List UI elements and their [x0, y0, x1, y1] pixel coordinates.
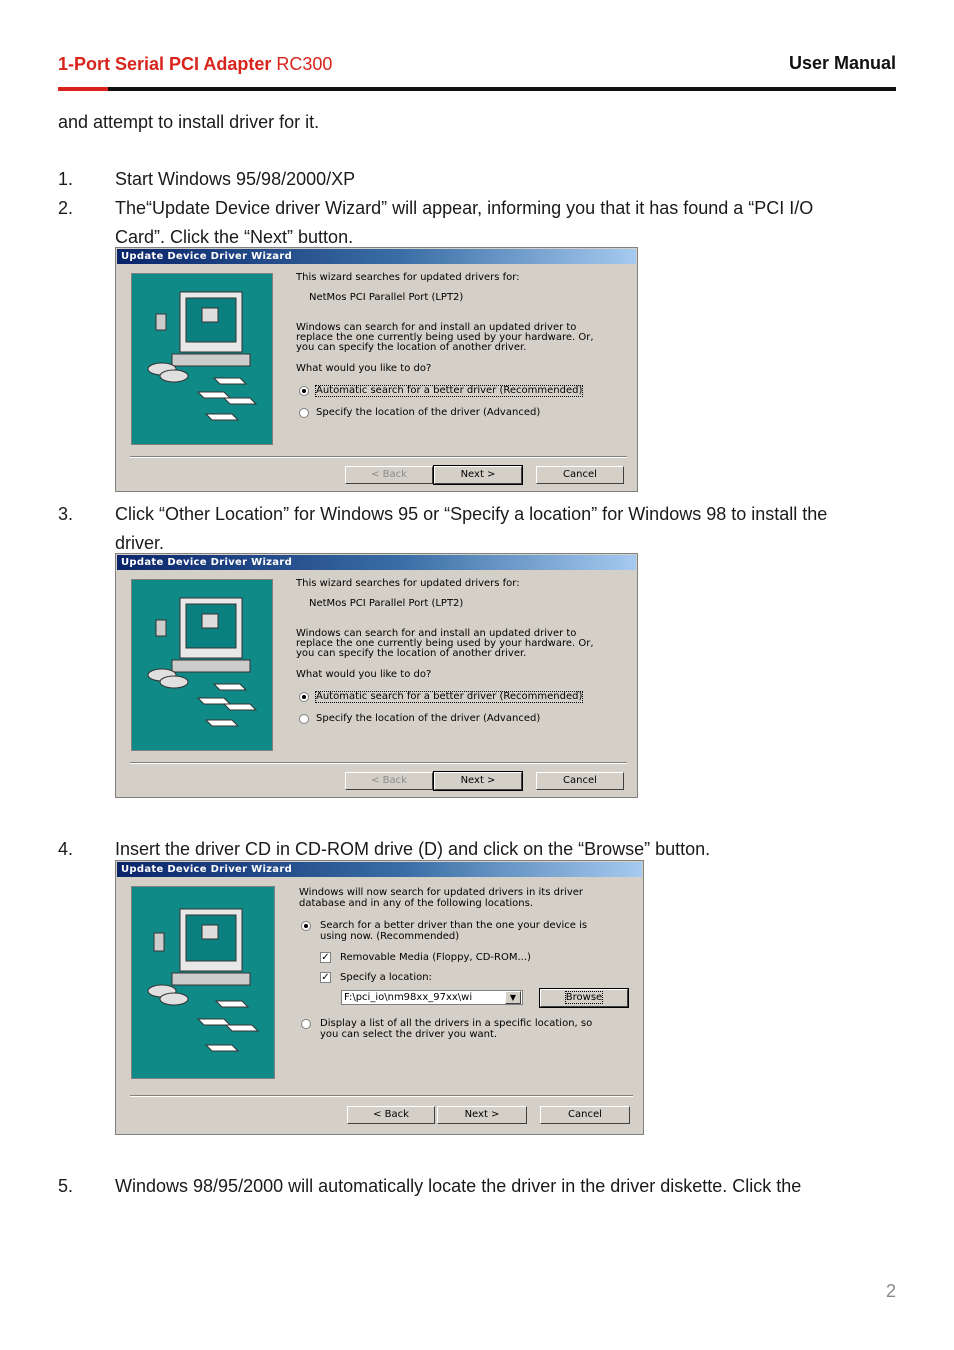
device-name: NetMos PCI Parallel Port (LPT2)	[309, 598, 464, 609]
option-automatic-label[interactable]: Automatic search for a better driver (Recommended)	[316, 385, 583, 396]
removable-media-checkbox[interactable]: ✓	[321, 952, 330, 963]
option-search-label[interactable]: Search for a better driver than the one your device is	[320, 920, 588, 931]
back-button[interactable]: < Back	[345, 466, 433, 484]
radio-automatic[interactable]	[299, 386, 309, 396]
cancel-button[interactable]: Cancel	[536, 772, 624, 790]
radio-specify[interactable]	[299, 714, 309, 724]
wizard-description: replace the one currently being used by your hardware. Or,	[296, 638, 594, 649]
product-name: 1-Port Serial PCI Adapter RC300	[58, 54, 333, 74]
step-text: Windows 98/95/2000 will automatically locate the driver in the driver diskette. Click the	[115, 1176, 802, 1196]
wizard-description: replace the one currently being used by your hardware. Or,	[296, 332, 594, 343]
wizard-illustration	[131, 579, 273, 751]
wizard-intro: This wizard searches for updated drivers for:	[296, 272, 520, 283]
page-number: 2	[885, 1281, 896, 1301]
wizard-description: you can specify the location of another driver.	[296, 648, 527, 659]
header-rule-accent	[58, 87, 108, 91]
option-specify-label[interactable]: Specify the location of the driver (Advanced)	[316, 407, 541, 418]
wizard-description: Windows can search for and install an updated driver to	[296, 322, 577, 333]
cancel-button[interactable]: Cancel	[536, 466, 624, 484]
step-number: 2.	[58, 198, 74, 218]
option-display-label: you can select the driver you want.	[320, 1029, 498, 1040]
dialog-separator	[130, 456, 627, 458]
next-button[interactable]: Next >	[434, 772, 522, 790]
device-name: NetMos PCI Parallel Port (LPT2)	[309, 292, 464, 303]
step-text: Start Windows 95/98/2000/XP	[115, 169, 356, 189]
next-button[interactable]: Next >	[437, 1106, 527, 1124]
step-number: 5.	[58, 1176, 74, 1196]
back-button[interactable]: < Back	[345, 772, 433, 790]
option-automatic-label[interactable]: Automatic search for a better driver (Recommended)	[316, 691, 583, 702]
step-text: Insert the driver CD in CD-ROM drive (D) and click on the “Browse” button.	[115, 839, 711, 859]
step-number: 4.	[58, 839, 74, 859]
location-input[interactable]: F:\pci_io\nm98xx_97xx\wi	[341, 990, 523, 1005]
radio-display-list[interactable]	[301, 1019, 311, 1029]
dialog-separator	[130, 1095, 633, 1097]
wizard-question: What would you like to do?	[296, 669, 432, 680]
next-button[interactable]: Next >	[434, 466, 522, 484]
browse-intro: database and in any of the following locations.	[299, 898, 533, 909]
dialog-titlebar: Update Device Driver Wizard	[117, 862, 642, 877]
computer-icon	[132, 274, 272, 444]
computer-icon	[132, 580, 272, 750]
specify-location-checkbox[interactable]: ✓	[321, 972, 330, 983]
step-text: driver.	[115, 533, 165, 553]
header-rule	[58, 87, 896, 91]
step-number: 1.	[58, 169, 74, 189]
step-text: Click “Other Location” for Windows 95 or “Specify a location” for Windows 98 to install the	[115, 504, 828, 524]
intro-text: and attempt to install driver for it.	[58, 112, 320, 132]
removable-media-label: Removable Media (Floppy, CD-ROM...)	[340, 952, 531, 963]
wizard-description: Windows can search for and install an updated driver to	[296, 628, 577, 639]
step-text: The“Update Device driver Wizard” will appear, informing you that it has found a “PCI I/O	[115, 198, 814, 218]
step-number: 3.	[58, 504, 74, 524]
wizard-dialog	[115, 247, 638, 492]
specify-location-label: Specify a location:	[340, 972, 432, 983]
dialog-titlebar: Update Device Driver Wizard	[117, 249, 636, 264]
wizard-description: you can specify the location of another driver.	[296, 342, 527, 353]
back-button[interactable]: < Back	[347, 1106, 435, 1124]
page-header	[58, 52, 896, 92]
browse-button[interactable]: Browse	[540, 989, 628, 1007]
radio-search[interactable]	[301, 921, 311, 931]
option-search-label: using now. (Recommended)	[320, 931, 460, 942]
radio-automatic[interactable]	[299, 692, 309, 702]
dialog-titlebar: Update Device Driver Wizard	[117, 555, 636, 570]
computer-icon	[132, 887, 274, 1078]
document-type: User Manual	[788, 53, 896, 73]
step-text: Card”. Click the “Next” button.	[115, 227, 354, 247]
option-display-label[interactable]: Display a list of all the drivers in a specific location, so	[320, 1018, 593, 1029]
wizard-illustration	[131, 273, 273, 445]
option-specify-label[interactable]: Specify the location of the driver (Advanced)	[316, 713, 541, 724]
radio-specify[interactable]	[299, 408, 309, 418]
dialog-separator	[130, 762, 627, 764]
wizard-browse-dialog	[115, 860, 644, 1135]
wizard-dialog	[115, 553, 638, 798]
wizard-question: What would you like to do?	[296, 363, 432, 374]
browse-intro: Windows will now search for updated drivers in its driver	[299, 887, 584, 898]
wizard-illustration	[131, 886, 275, 1079]
wizard-intro: This wizard searches for updated drivers for:	[296, 578, 520, 589]
chevron-down-icon[interactable]: ▼	[505, 991, 521, 1004]
cancel-button[interactable]: Cancel	[540, 1106, 630, 1124]
